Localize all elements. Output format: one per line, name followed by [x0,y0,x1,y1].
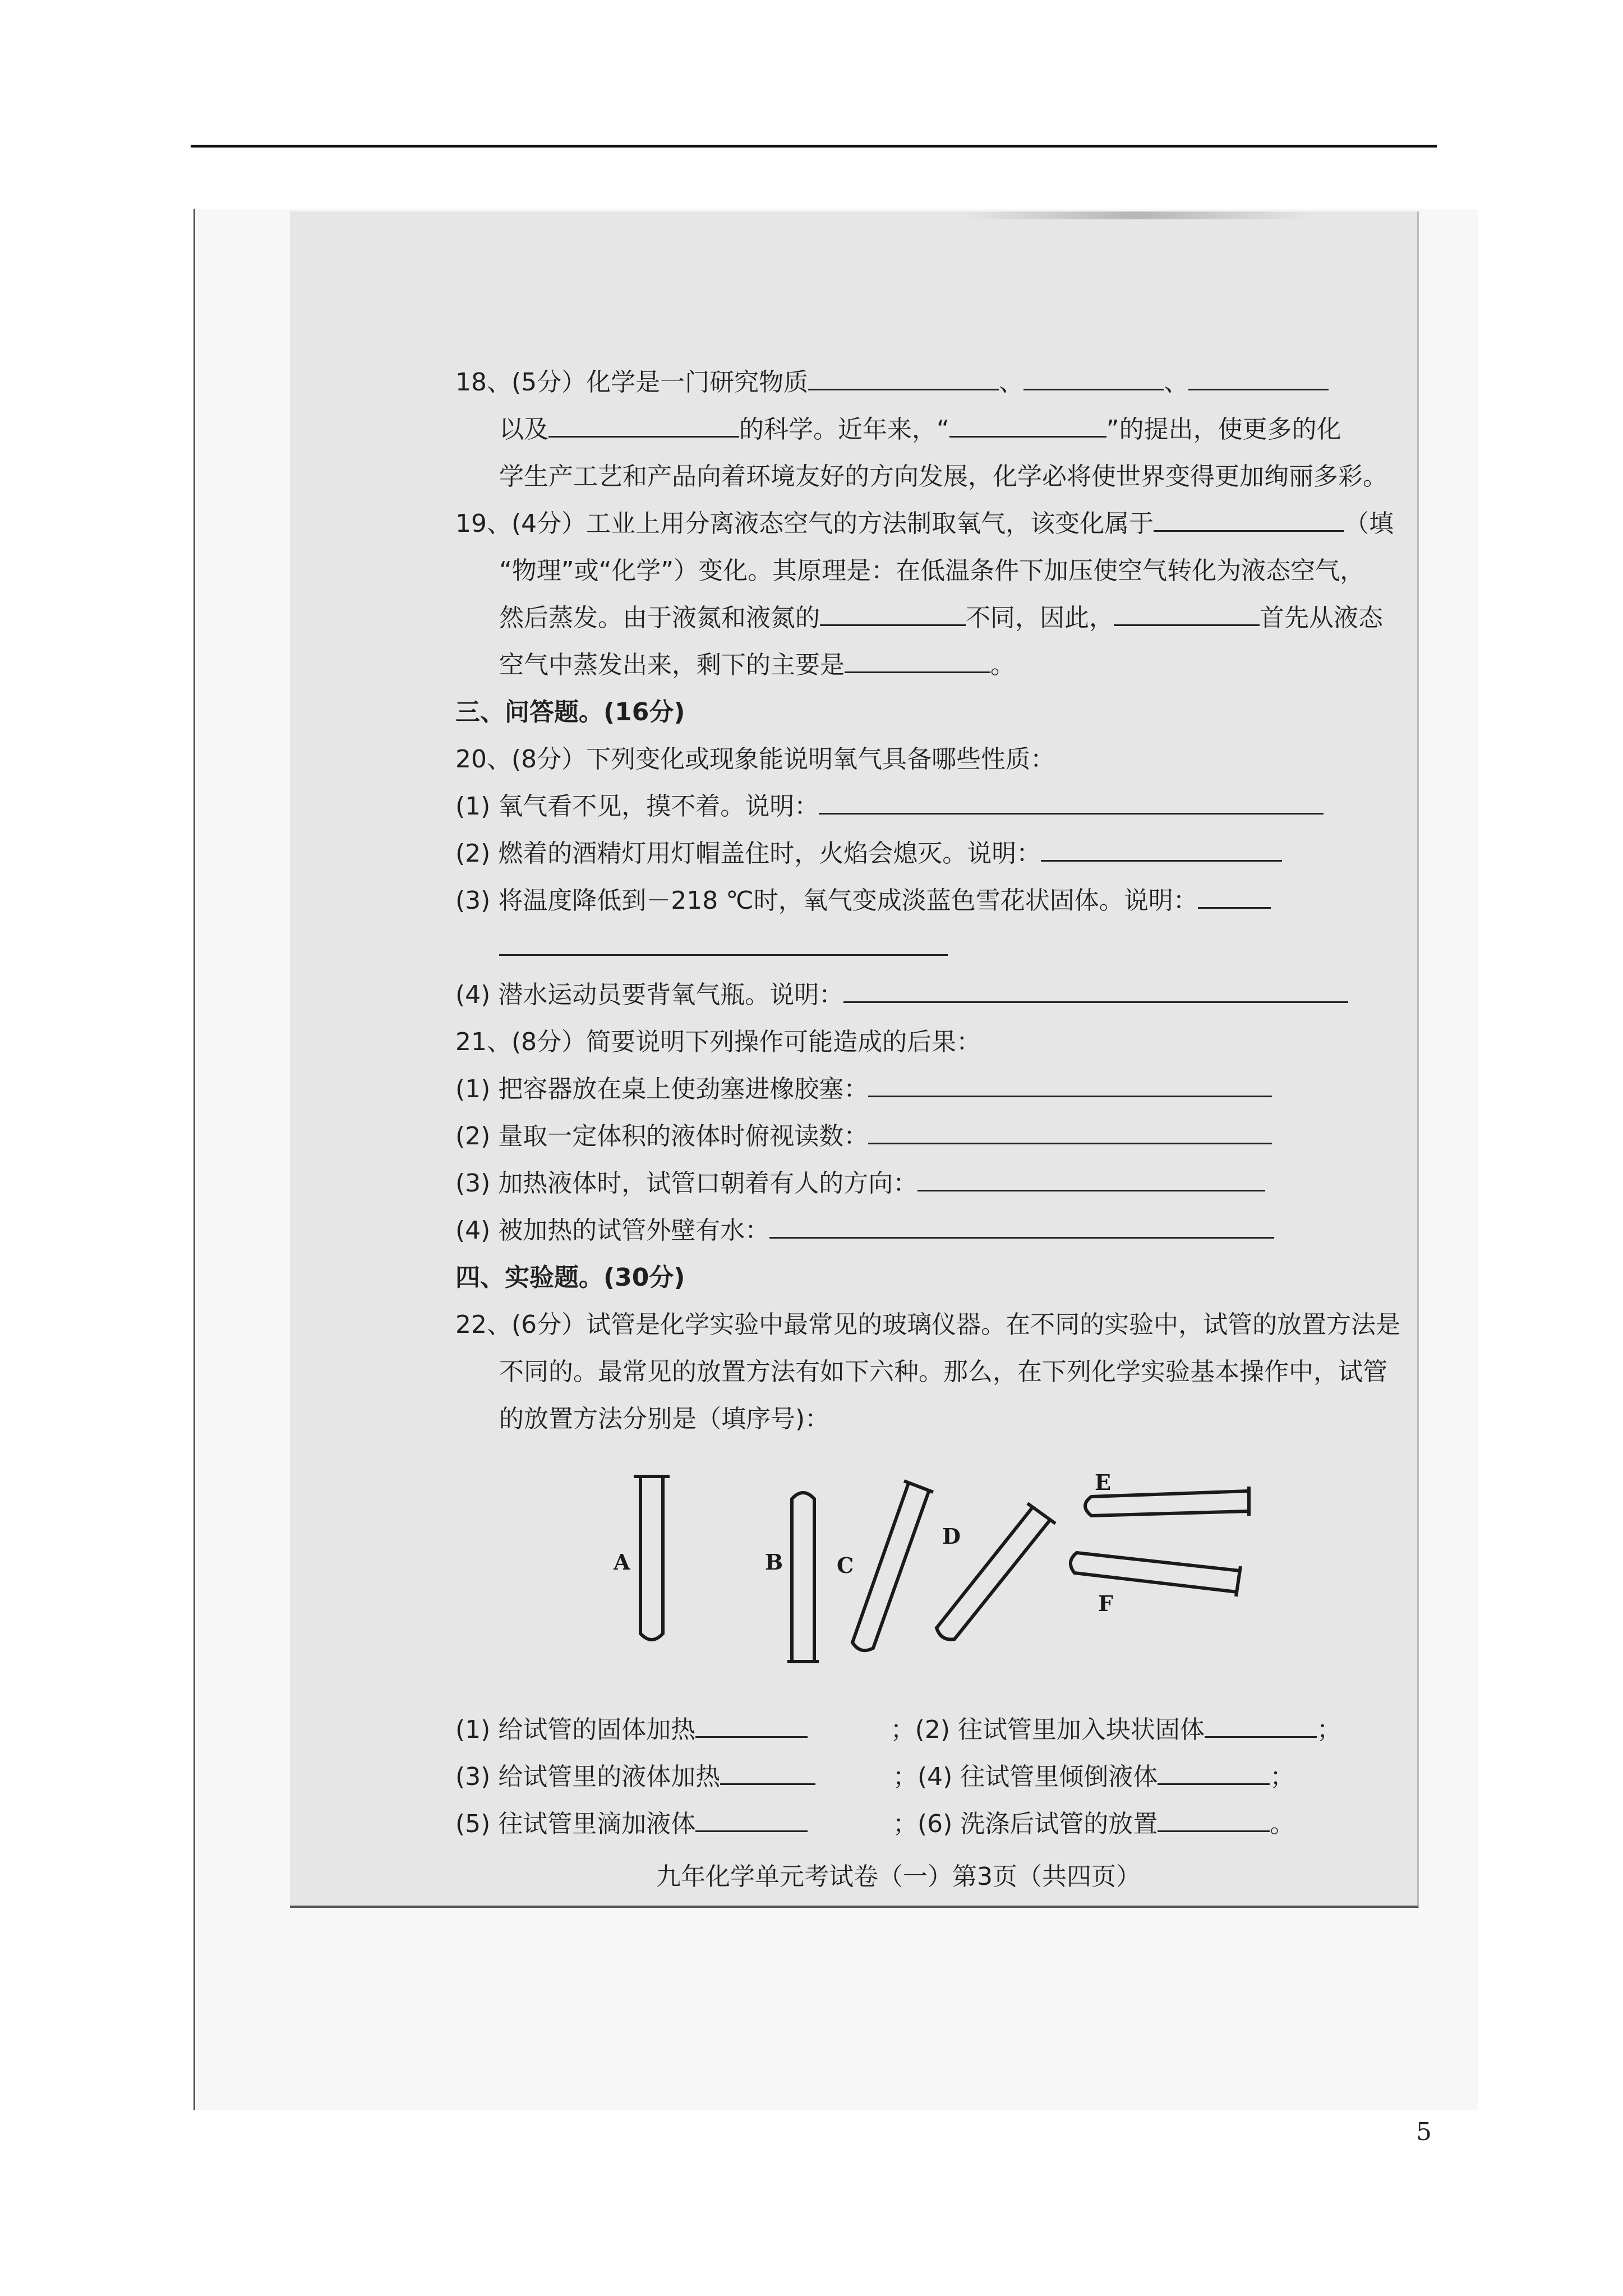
test-tube-diagram [455,1465,1297,1706]
q22-answer-text: (5) 往试管里滴加液体 [455,1810,696,1838]
answer-blank[interactable] [868,1070,1272,1097]
q18-line1 [455,359,1341,406]
punctuation: ； [1317,1715,1341,1744]
q19-text: （填 [1344,509,1394,538]
answer-blank[interactable] [695,1710,808,1738]
answer-blank[interactable] [808,363,999,390]
q20-item-3-continuation [455,924,1341,972]
q20-item-text: (2) 燃着的酒精灯用灯帽盖住时，火焰会熄灭。说明： [455,839,1041,868]
answer-blank[interactable] [1023,363,1164,390]
tube-c [852,1483,929,1650]
test-tube-figure [455,1465,1341,1706]
tube-a [640,1476,663,1640]
answer-blank[interactable] [845,646,990,673]
q20-title: 20、(8分）下列变化或现象能说明氧气具备哪些性质： [455,745,1055,774]
answer-blank[interactable] [819,787,1324,815]
tube-label-e: E [1095,1470,1111,1495]
answer-blank[interactable] [1205,1710,1317,1738]
answer-blank[interactable] [1188,363,1329,390]
header-rule [191,145,1437,148]
answer-blank[interactable] [1114,599,1260,626]
q21-item-2 [455,1113,1341,1160]
tube-f [1071,1553,1239,1592]
q22-answer-text: ；(4) 往试管里倾倒液体 [893,1763,1158,1791]
answer-blank[interactable] [695,1805,808,1832]
exam-content [455,359,1401,1901]
q22-answer-text: (1) 给试管的固体加热 [455,1715,696,1744]
separator: 、 [1164,368,1189,397]
q18-text: 的科学。近年来，“ [739,415,949,444]
tube-label-d: D [942,1524,961,1549]
q19-line3 [455,595,1383,642]
q22-line3: 的放置方法分别是（填序号)： [499,1405,830,1433]
tube-label-a: A [614,1549,630,1575]
page-number: 5 [1416,2118,1432,2146]
q19-line1 [455,500,1394,547]
q21-item-3 [455,1160,1341,1207]
tube-d-rim [1027,1503,1055,1524]
answer-blank[interactable] [1158,1805,1270,1832]
q19-text: 。 [990,651,1015,679]
tube-label-b: B [765,1549,783,1575]
q21-item-text: (1) 把容器放在桌上使劲塞进橡胶塞： [455,1075,869,1103]
q20-item-2 [455,830,1341,877]
answer-blank[interactable] [548,410,739,438]
q19-line4 [455,642,1341,689]
separator: 、 [999,368,1024,397]
q22-line2: 不同的。最常见的放置方法有如下六种。那么，在下列化学实验基本操作中，试管 [499,1358,1387,1386]
answer-blank[interactable] [1154,504,1344,532]
q20-item-4 [455,972,1341,1019]
q21-item-text: (3) 加热液体时，试管口朝着有人的方向： [455,1169,918,1198]
q18-text: 以及 [499,415,548,444]
answer-blank[interactable] [499,928,948,956]
q21-item-text: (4) 被加热的试管外壁有水： [455,1216,770,1245]
answer-blank[interactable] [868,1117,1272,1144]
q22-answer-text: (3) 给试管里的液体加热 [455,1763,721,1791]
answer-blank[interactable] [769,1211,1274,1239]
tube-b [792,1493,814,1662]
section-heading-4: 四、实验题。(30分) [455,1263,685,1292]
q21-item-text: (2) 量取一定体积的液体时俯视读数： [455,1122,869,1151]
answer-blank[interactable] [820,599,966,626]
q20-item-text: (4) 潜水运动员要背氧气瓶。说明： [455,981,844,1009]
q19-text: 不同，因此， [966,604,1114,632]
q20-item-3 [455,877,1341,924]
answer-blank[interactable] [1041,834,1282,862]
answer-blank[interactable] [949,410,1106,438]
q22-answer-row-2 [455,1754,1341,1801]
q18-line2 [455,406,1341,453]
q21-item-1 [455,1066,1341,1113]
q18-text: 18、(5分）化学是一门研究物质 [455,368,809,397]
q19-line2: “物理”或“化学”）变化。其原理是：在低温条件下加压使空气转化为液态空气， [499,556,1365,585]
q18-text: ”的提出，使更多的化 [1106,415,1341,444]
tube-label-f: F [1098,1591,1113,1616]
q19-text: 首先从液态 [1260,604,1383,632]
q21-item-4 [455,1207,1341,1254]
answer-blank[interactable] [1158,1757,1270,1785]
q18-line3: 学生产工艺和产品向着环境友好的方向发展，化学必将使世界变得更加绚丽多彩。 [499,462,1387,491]
answer-blank[interactable] [720,1757,815,1785]
q19-text: 空气中蒸发出来，剩下的主要是 [499,651,845,679]
q22-answer-text: ；(6) 洗涤后试管的放置 [893,1810,1158,1838]
q21-title: 21、(8分）简要说明下列操作可能造成的后果： [455,1028,981,1056]
answer-blank[interactable] [843,976,1348,1003]
q22-answer-row-1 [455,1706,1341,1754]
answer-blank[interactable] [1198,881,1271,909]
tube-label-c: C [837,1553,854,1578]
q20-item-1 [455,783,1341,830]
q20-item-text: (1) 氧气看不见，摸不着。说明： [455,792,819,821]
q22-line1: 22、(6分）试管是化学实验中最常见的玻璃仪器。在不同的实验中，试管的放置方法是 [455,1310,1401,1339]
answer-blank[interactable] [917,1164,1265,1191]
section-heading-3: 三、问答题。(16分) [455,698,685,726]
punctuation: 。 [1270,1810,1295,1838]
exam-page-footer: 九年化学单元考试卷（一）第3页（共四页） [656,1862,1141,1891]
q20-item-text: (3) 将温度降低到－218 ℃时，氧气变成淡蓝色雪花状固体。说明： [455,886,1198,915]
q22-answer-text: ；(2) 往试管里加入块状固体 [890,1715,1205,1744]
q19-text: 19、(4分）工业上用分离液态空气的方法制取氧气，该变化属于 [455,509,1154,538]
q22-answer-row-3 [455,1801,1341,1848]
q19-text: 然后蒸发。由于液氮和液氮的 [499,604,820,632]
punctuation: ； [1270,1763,1295,1791]
